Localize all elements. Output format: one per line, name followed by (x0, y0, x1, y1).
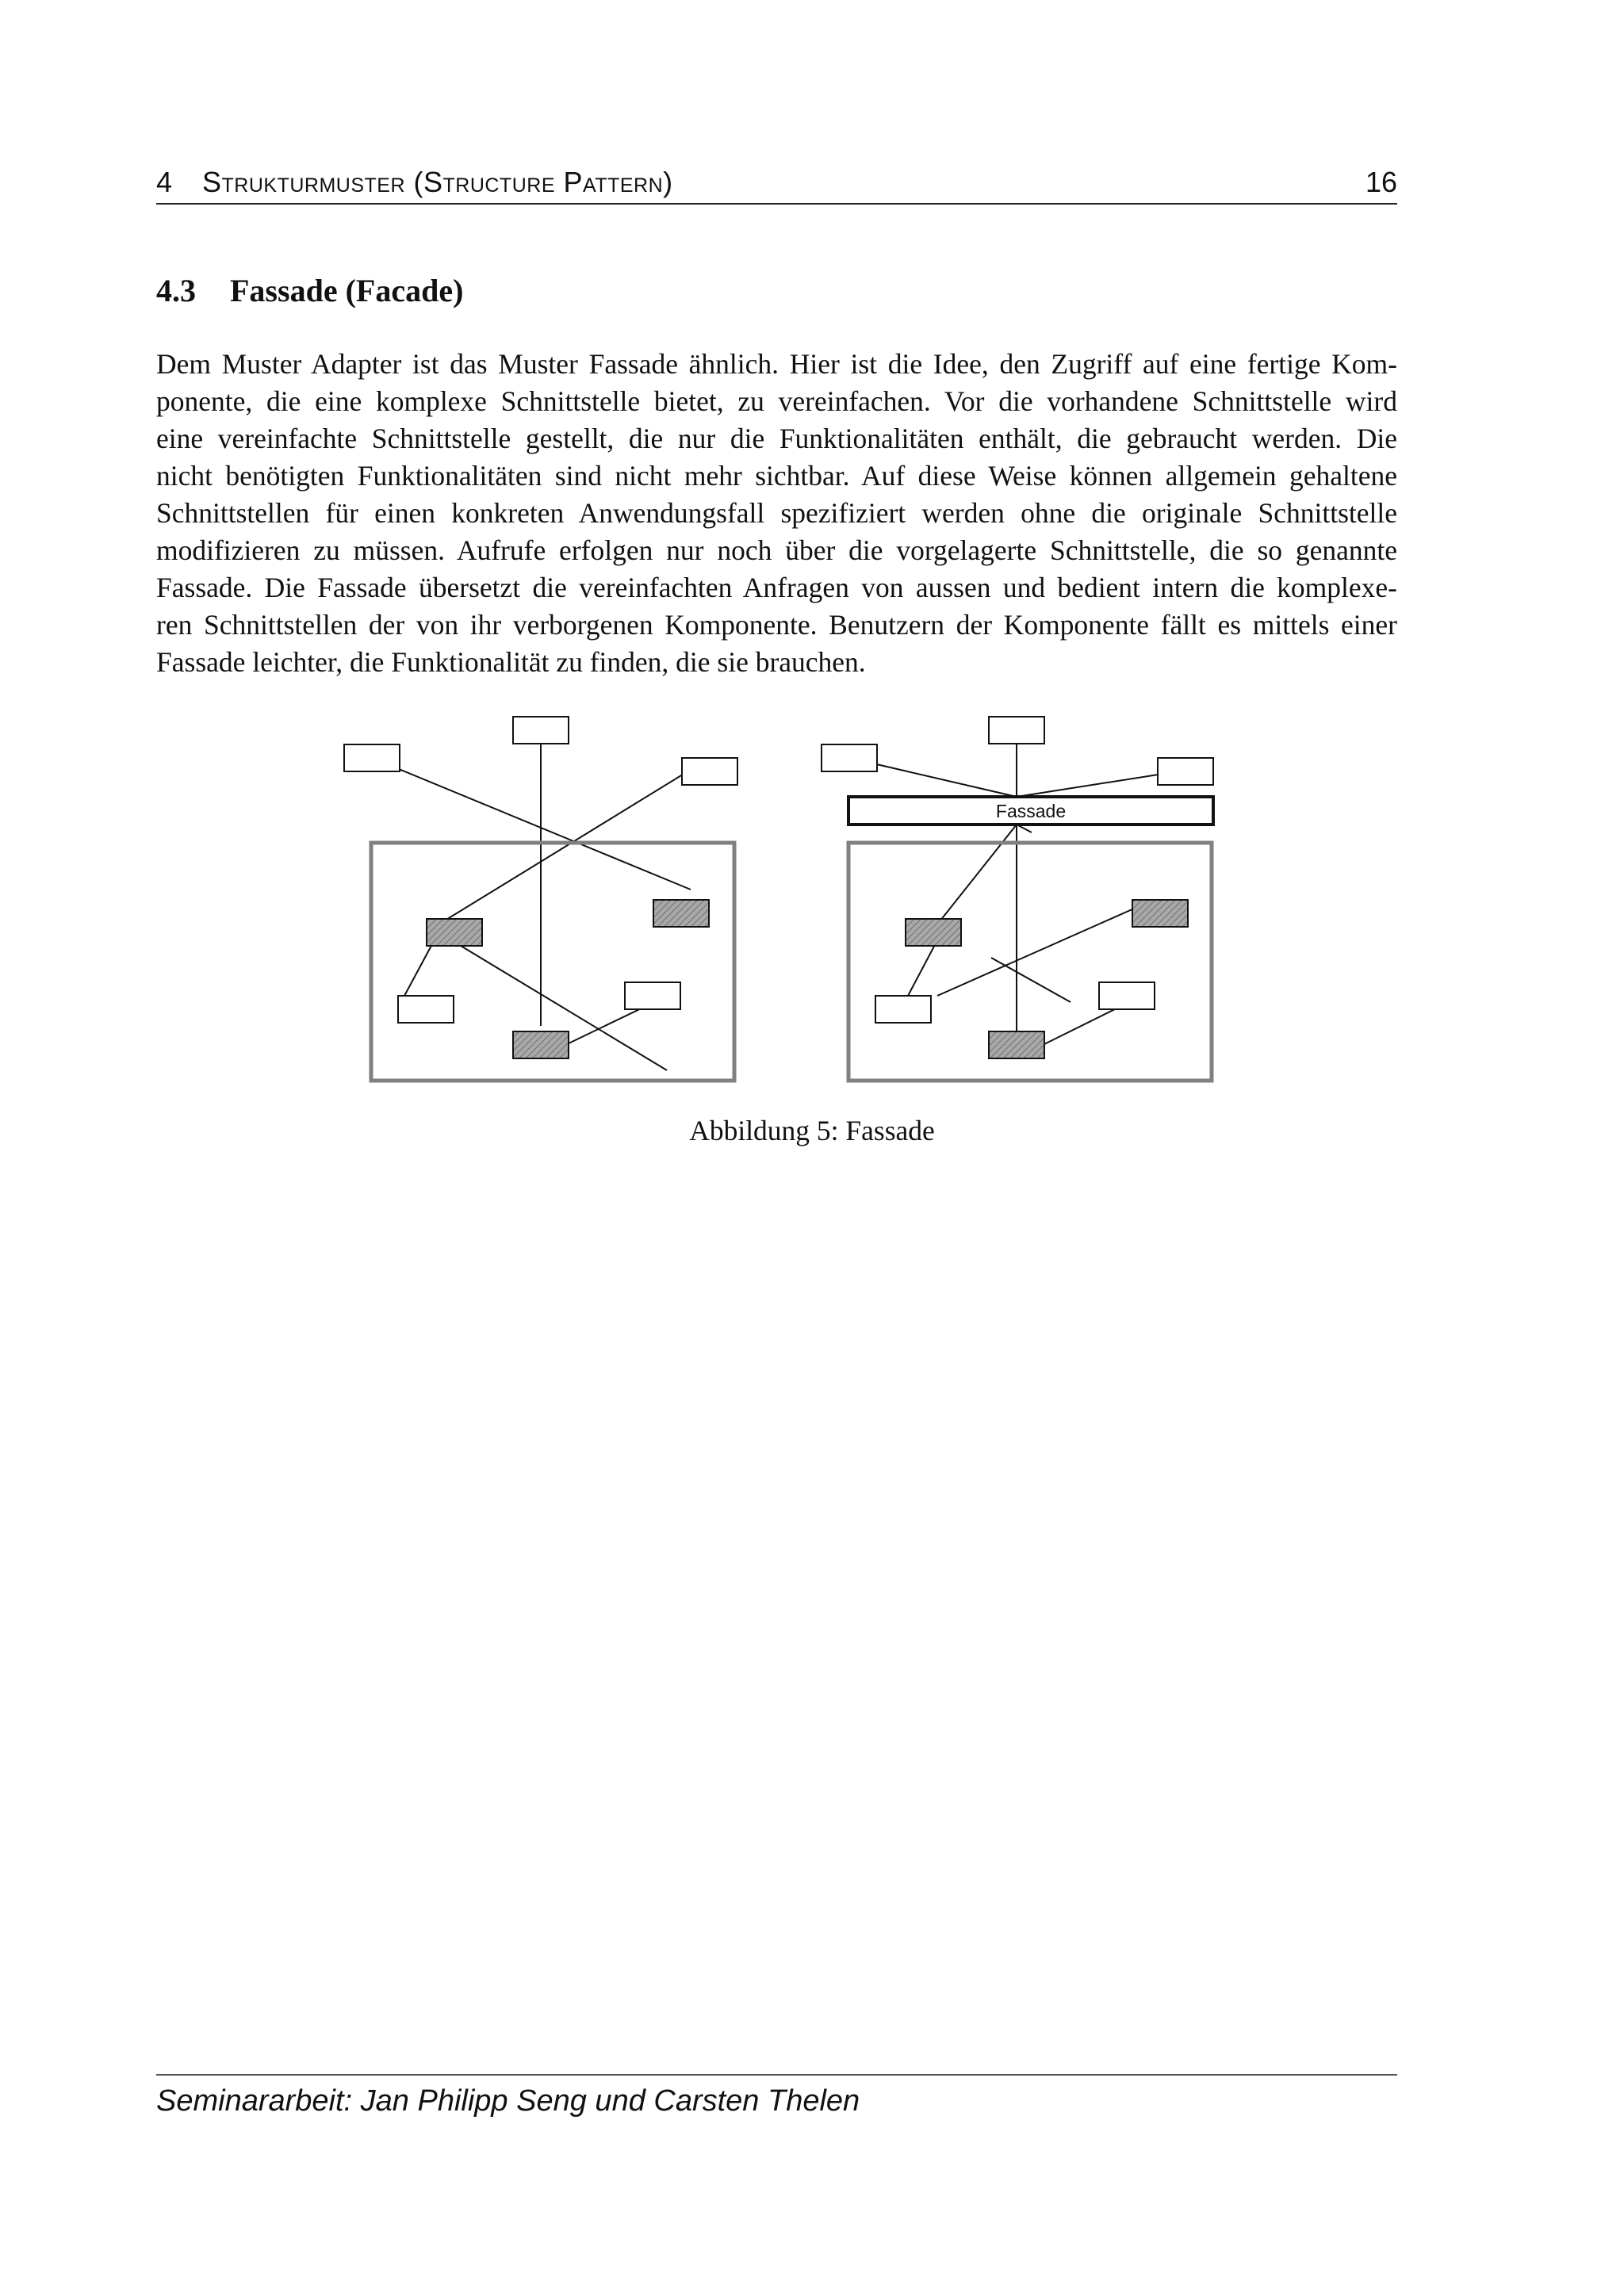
body-line: Fassade leichter, die Funktionalität zu finden, die sie brauchen. (156, 646, 866, 678)
section-number: 4.3 (156, 273, 196, 308)
client-box (513, 717, 569, 744)
subsystem-class-box (989, 1031, 1044, 1058)
client-box (682, 758, 737, 785)
facade-diagram (333, 706, 1221, 1086)
body-line: Fassade. Die Fassade übersetzt die vereinfachten Anfragen von aussen und bedient intern die komplexe- (156, 572, 1397, 603)
body-line: Dem Muster Adapter ist das Muster Fassade ähnlich. Hier ist die Idee, den Zugriff auf eine fertige Kom- (156, 348, 1397, 380)
diagram-without-facade (344, 717, 737, 1081)
section-title: Fassade (Facade) (230, 273, 464, 308)
client-box (822, 744, 877, 771)
page-number: 16 (1365, 166, 1397, 198)
chapter-title: Strukturmuster (Structure Pattern) (202, 166, 673, 198)
body-line: Schnittstellen für einen konkreten Anwendungsfall spezifiziert werden ohne die originale Schnittstelle (156, 497, 1397, 529)
header-rule (156, 203, 1397, 205)
body-line: eine vereinfachte Schnittstelle gestellt, die nur die Funktionalitäten enthält, die gebraucht werden. Die (156, 423, 1397, 454)
footer-text: Seminararbeit: Jan Philipp Seng und Carsten Thelen (156, 2084, 860, 2118)
subsystem-class-box (1099, 982, 1155, 1009)
subsystem-class-box (625, 982, 680, 1009)
figure-caption: Abbildung 5: Fassade (689, 1115, 935, 1146)
subsystem-class-box (875, 996, 931, 1023)
body-line: ren Schnittstellen der von ihr verborgenen Komponente. Benutzern der Komponente fällt es mittels einer (156, 609, 1397, 641)
subsystem-class-box (513, 1031, 569, 1058)
chapter-number: 4 (156, 166, 173, 198)
body-line: ponente, die eine komplexe Schnittstelle bietet, zu vereinfachen. Vor die vorhandene Schnittstelle wird (156, 385, 1397, 417)
subsystem-class-box (427, 919, 482, 946)
facade-diagram-svg (333, 706, 1221, 1086)
client-box (1158, 758, 1213, 785)
client-box (344, 744, 400, 771)
section-heading (156, 271, 463, 311)
body-line: modifizieren zu müssen. Aufrufe erfolgen nur noch über die vorgelagerte Schnittstelle, die so genannte (156, 534, 1397, 566)
client-box (989, 717, 1044, 744)
facade-label: Fassade (995, 801, 1067, 821)
subsystem-class-box (398, 996, 454, 1023)
body-line: nicht benötigten Funktionalitäten sind nicht mehr sichtbar. Auf diese Weise können allgemein gehaltene (156, 460, 1397, 492)
subsystem-class-box (653, 900, 709, 927)
diagram-with-facade (822, 717, 1213, 1081)
footer-rule (156, 2074, 1397, 2076)
subsystem-class-box (906, 919, 961, 946)
subsystem-class-box (1132, 900, 1188, 927)
body-paragraph (156, 346, 1397, 681)
